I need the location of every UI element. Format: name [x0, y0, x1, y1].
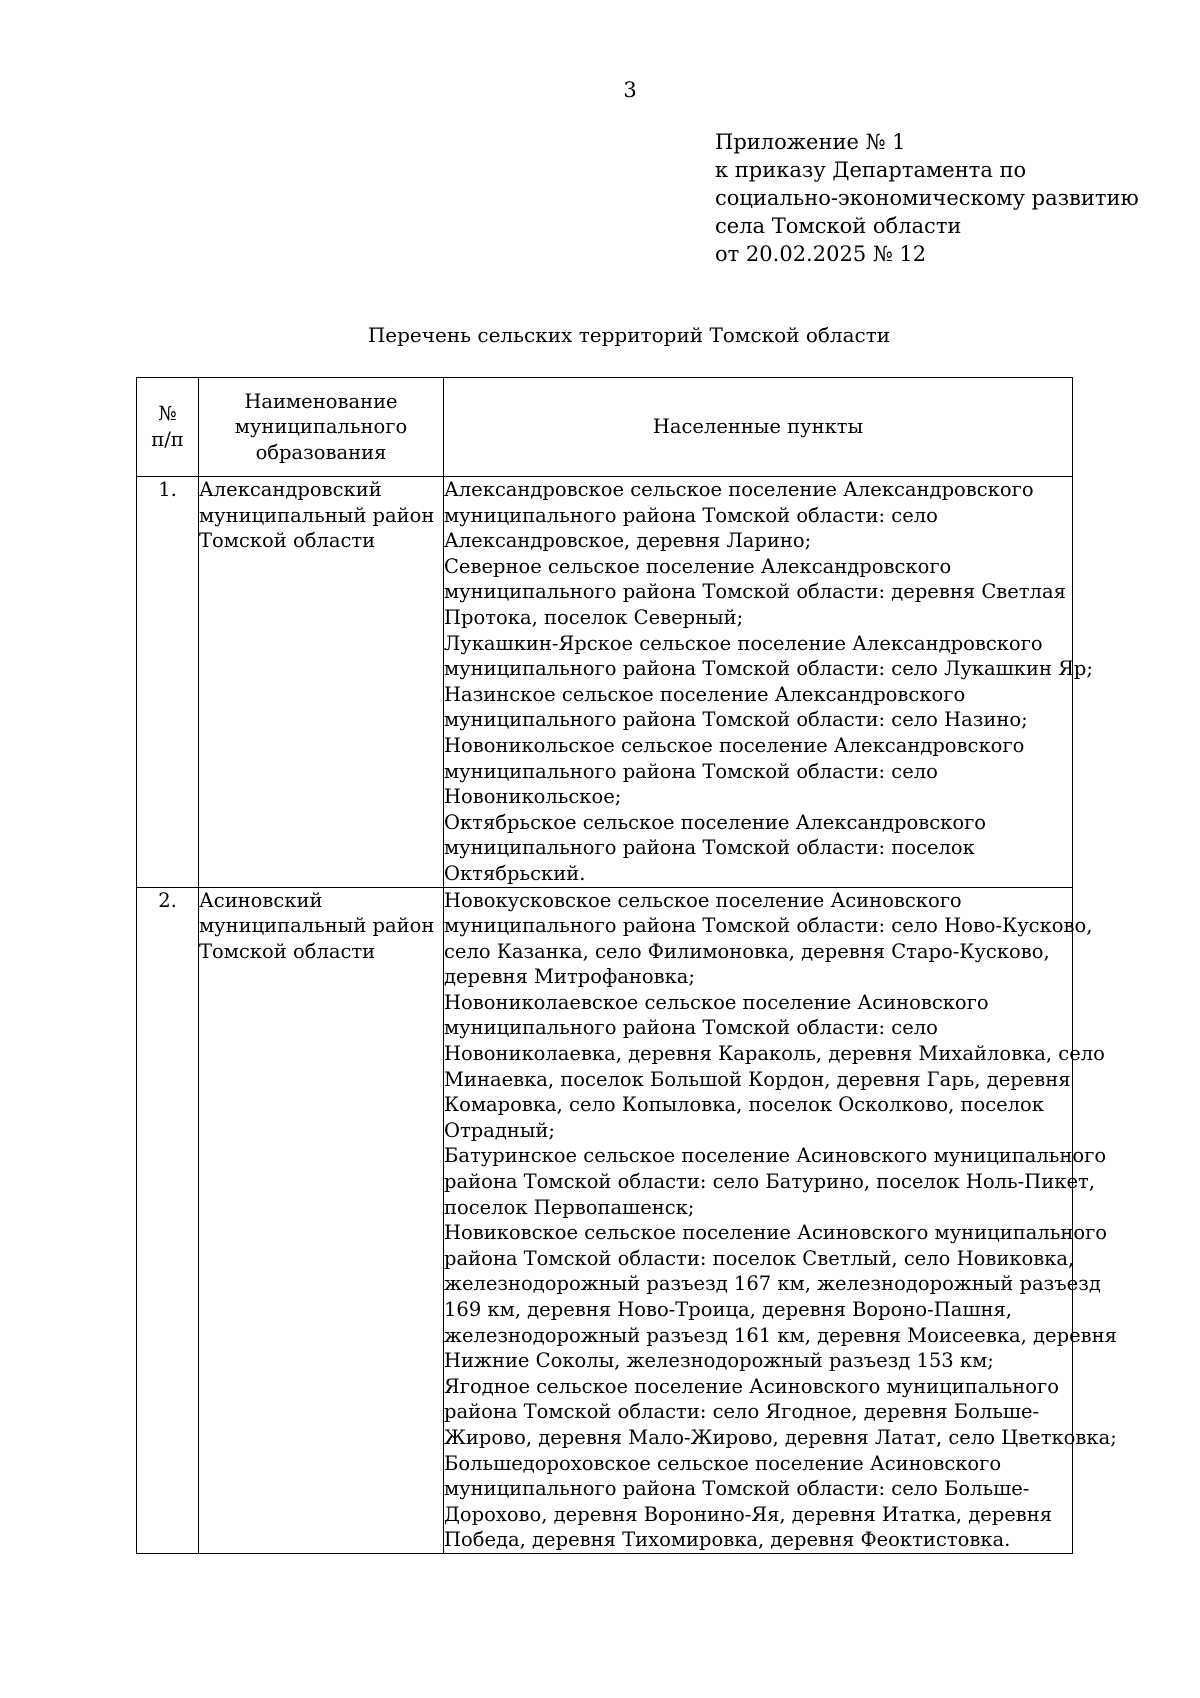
table-header-row: [137, 378, 1073, 477]
table-row: [137, 887, 1073, 1553]
settlement-line: поселок Первопашенск;: [444, 1195, 695, 1219]
settlement-line: Новоникольское;: [444, 785, 622, 809]
settlement-line: Новоникольское сельское поселение Александровского: [444, 733, 1025, 757]
settlement-line: 169 км, деревня Ново-Троица, деревня Вороно-Пашня,: [444, 1298, 1012, 1321]
municipality-name-cell: [199, 887, 444, 1553]
header-settlements: Населенные пункты: [444, 378, 1073, 477]
settlement-line: Назинское сельское поселение Александровского: [444, 682, 966, 706]
settlement-line: Октябрьское сельское поселение Александровского: [444, 810, 987, 834]
settlement-line: муниципального района Томской области: село Больше-: [444, 1477, 1030, 1501]
table-body: [137, 477, 1117, 1554]
municipality-name-line: муниципальный район: [199, 914, 435, 938]
settlement-line: Александровское сельское поселение Александровского: [444, 478, 1034, 501]
settlement-line: Новониколаевка, деревня Караколь, деревня Михайловка, село: [444, 1042, 1105, 1066]
appendix-line: Приложение № 1: [715, 130, 906, 154]
settlement-line: муниципального района Томской области: село: [444, 503, 938, 527]
header-number-line: п/п: [151, 428, 184, 451]
settlements-cell: [444, 477, 1093, 888]
header-municipality-name: [199, 378, 444, 477]
settlement-line: района Томской области: поселок Светлый, село Новиковка,: [444, 1246, 1075, 1270]
municipality-name-line: Томской области: [199, 529, 376, 553]
settlement-line: Комаровка, село Копыловка, поселок Осколково, поселок: [444, 1093, 1044, 1117]
settlement-line: Северное сельское поселение Александровского: [444, 554, 952, 578]
settlement-line: деревня Митрофановка;: [444, 965, 696, 989]
settlement-line: Александровское, деревня Ларино;: [444, 529, 812, 553]
appendix-line: социально-экономическому развитию: [715, 186, 1139, 210]
municipality-name-line: Асиновский: [199, 888, 323, 912]
settlement-line: муниципального района Томской области: село Ново-Кусково,: [444, 914, 1093, 938]
settlement-line: железнодорожный разъезд 161 км, деревня Моисеевка, деревня: [444, 1323, 1117, 1347]
settlement-line: железнодорожный разъезд 167 км, железнодорожный разъезд: [444, 1272, 1101, 1296]
settlement-line: Нижние Соколы, железнодорожный разъезд 153 км;: [444, 1349, 994, 1373]
page-number: 3: [623, 78, 637, 102]
settlement-line: Победа, деревня Тихомировка, деревня Феоктистовка.: [444, 1528, 1011, 1552]
settlement-line: муниципального района Томской области: деревня Светлая: [444, 580, 1066, 604]
appendix-line: села Томской области: [715, 214, 962, 238]
settlement-line: Протока, поселок Северный;: [444, 605, 744, 629]
settlements-cell: [444, 887, 1117, 1553]
header-number-line: №: [158, 402, 177, 426]
settlement-line: Ягодное сельское поселение Асиновского муниципального: [444, 1374, 1059, 1398]
settlement-line: Новиковское сельское поселение Асиновского муниципального: [444, 1221, 1108, 1245]
municipality-name-cell: [199, 477, 444, 888]
municipality-name-line: Александровский: [199, 478, 382, 501]
appendix-line: к приказу Департамента по: [715, 158, 1027, 182]
settlement-line: Дорохово, деревня Воронино-Яя, деревня Итатка, деревня: [444, 1502, 1053, 1526]
settlement-line: муниципального района Томской области: село Лукашкин Яр;: [444, 657, 1093, 681]
municipality-name-line: муниципальный район: [199, 503, 435, 527]
table-row: [137, 477, 1073, 888]
settlement-line: Жирово, деревня Мало-Жирово, деревня Латат, село Цветковка;: [444, 1425, 1117, 1449]
settlement-line: Батуринское сельское поселение Асиновского муниципального: [444, 1144, 1107, 1168]
settlement-line: Минаевка, поселок Большой Кордон, деревня Гарь, деревня: [444, 1067, 1071, 1091]
settlement-line: района Томской области: село Ягодное, деревня Больше-: [444, 1400, 1040, 1424]
settlement-line: муниципального района Томской области: село Назино;: [444, 708, 1028, 732]
settlement-line: Новокусковское сельское поселение Асиновского: [444, 888, 962, 912]
settlement-line: муниципального района Томской области: поселок: [444, 836, 975, 860]
document-title: Перечень сельских территорий Томской области: [367, 323, 891, 347]
settlement-line: района Томской области: село Батурино, поселок Ноль-Пикет,: [444, 1170, 1095, 1194]
settlement-line: Лукашкин-Ярское сельское поселение Александровского: [444, 631, 1043, 655]
appendix-block: [715, 128, 1139, 268]
settlement-line: муниципального района Томской области: село: [444, 1016, 938, 1040]
settlement-line: Новониколаевское сельское поселение Асиновского: [444, 990, 989, 1014]
row-number-cell: 2.: [137, 887, 199, 1553]
header-name-line: муниципального: [234, 415, 408, 439]
header-name-line: Наименование: [244, 389, 398, 413]
header-number: [137, 378, 199, 477]
row-number-cell: 1.: [137, 477, 199, 888]
territories-table: [136, 377, 1117, 1554]
settlement-line: муниципального района Томской области: село: [444, 759, 938, 783]
settlement-line: село Казанка, село Филимоновка, деревня Старо-Кусково,: [444, 939, 1050, 963]
settlement-line: Октябрьский.: [444, 861, 586, 885]
municipality-name-line: Томской области: [199, 939, 376, 963]
settlement-line: Большедороховское сельское поселение Асиновского: [444, 1451, 1002, 1475]
appendix-line: от 20.02.2025 № 12: [715, 242, 927, 266]
header-name-line: образования: [255, 440, 387, 464]
settlement-line: Отрадный;: [444, 1118, 555, 1142]
